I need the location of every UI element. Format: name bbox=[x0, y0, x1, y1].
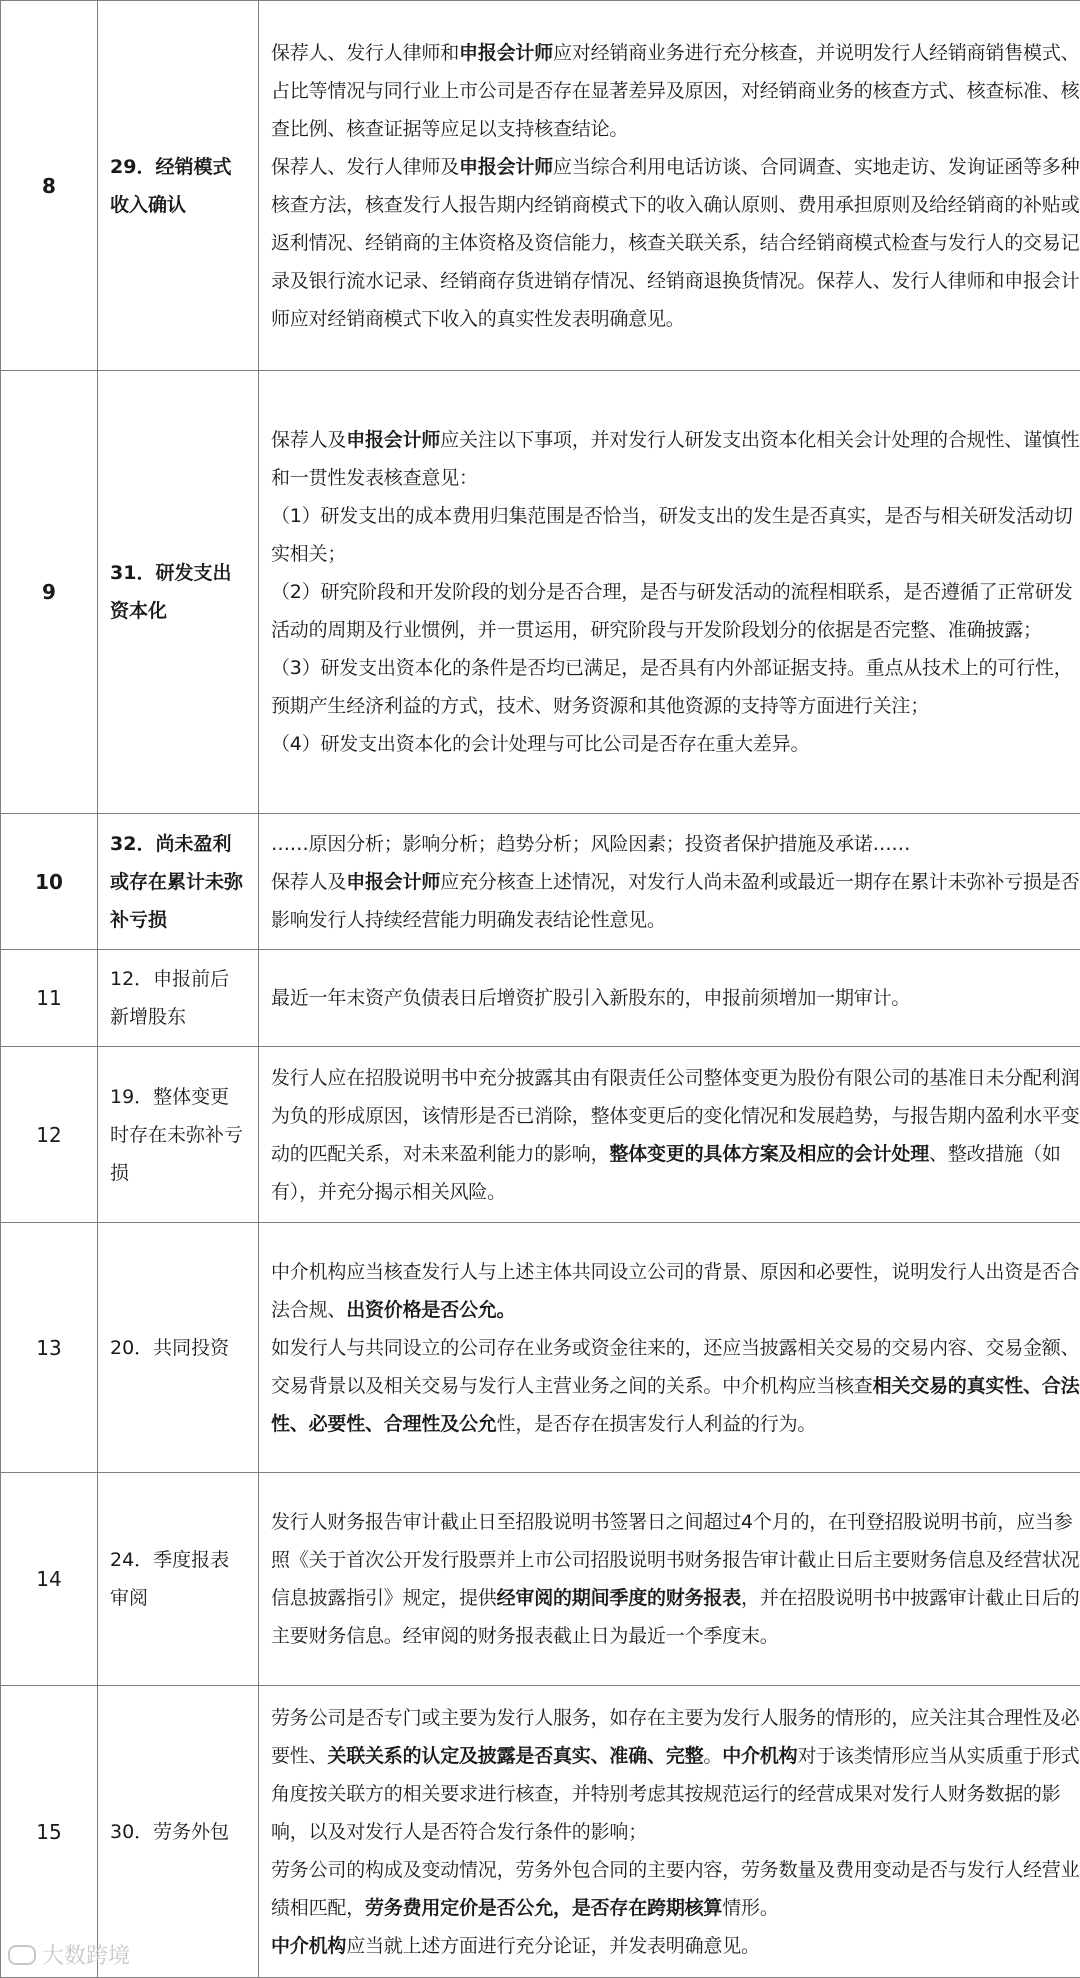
row-number: 11 bbox=[1, 950, 98, 1047]
item-title: 24．季度报表审阅 bbox=[98, 1473, 259, 1686]
table-row bbox=[1, 1686, 1080, 1978]
table-row bbox=[1, 1473, 1080, 1686]
body-text: 应关注以下事项，并对发行人研发支出资本化相关会计处理的合规性、谨慎性和一贯性发表核查意见： bbox=[271, 429, 1080, 489]
content-paragraph bbox=[271, 1851, 1080, 1927]
item-content bbox=[259, 814, 1080, 950]
item-title: 12．申报前后新增股东 bbox=[98, 950, 259, 1047]
emphasis-text: 经审阅的期间季度的财务报表 bbox=[496, 1587, 742, 1609]
item-content bbox=[259, 1223, 1080, 1473]
body-text: 保荐人、发行人律师和 bbox=[271, 41, 460, 64]
watermark-text: 大数跨境 bbox=[42, 1944, 131, 1969]
body-text: （1）研发支出的成本费用归集范围是否恰当，研发支出的发生是否真实，是否与相关研发活动切实相关； bbox=[271, 505, 1073, 565]
item-title: 32．尚未盈利或存在累计未弥补亏损 bbox=[98, 814, 259, 950]
table-row bbox=[1, 814, 1080, 950]
row-number: 13 bbox=[1, 1223, 98, 1473]
content-paragraph bbox=[271, 1253, 1080, 1329]
item-content bbox=[259, 1686, 1080, 1978]
row-number: 9 bbox=[1, 371, 98, 814]
body-text: 。 bbox=[703, 1744, 723, 1767]
item-title: 29．经销模式收入确认 bbox=[98, 1, 259, 371]
table-row bbox=[1, 371, 1080, 814]
body-text: ……原因分析；影响分析；趋势分析；风险因素；投资者保护措施及承诺…… bbox=[271, 832, 911, 855]
table-row bbox=[1, 950, 1080, 1047]
row-number: 10 bbox=[1, 814, 98, 950]
table-row bbox=[1, 1047, 1080, 1223]
emphasis-text: 申报会计师 bbox=[459, 155, 554, 178]
content-paragraph bbox=[271, 1329, 1080, 1443]
content-paragraph bbox=[271, 863, 1080, 939]
content-paragraph bbox=[271, 148, 1080, 338]
row-number: 14 bbox=[1, 1473, 98, 1686]
content-paragraph bbox=[271, 1699, 1080, 1851]
content-paragraph bbox=[271, 1927, 1080, 1965]
content-paragraph bbox=[271, 1059, 1080, 1211]
content-paragraph bbox=[271, 649, 1080, 725]
body-text: 应对经销商业务进行充分核查，并说明发行人经销商销售模式、占比等情况与同行业上市公司是否存在显著差异及原因，对经销商业务的核查方式、核查标准、核查比例、核查证据等应足以支持核查结论。 bbox=[271, 41, 1080, 140]
body-text: 中介机构应当核查发行人与上述主体共同设立公司的背景、原因和必要性，说明发行人出资是否合法合规、 bbox=[271, 1260, 1080, 1321]
item-content bbox=[259, 1473, 1080, 1686]
emphasis-text: 中介机构 bbox=[271, 1934, 347, 1957]
item-content bbox=[259, 371, 1080, 814]
item-content bbox=[259, 1, 1080, 371]
body-text: 应充分核查上述情况，对发行人尚未盈利或最近一期存在累计未弥补亏损是否影响发行人持续经营能力明确发表结论性意见。 bbox=[271, 870, 1080, 931]
body-text: 发行人财务报告审计截止日至招股说明书签署日之间超过4个月的，在刊登招股说明书前，应当参照《关于首次公开发行股票并上市公司招股说明书财务报告审计截止日后主要财务信息及经营状况信息披露指引》规定，提供 bbox=[271, 1511, 1080, 1609]
content-paragraph bbox=[271, 1503, 1080, 1655]
content-paragraph bbox=[271, 497, 1080, 573]
content-paragraph bbox=[271, 573, 1080, 649]
content-paragraph bbox=[271, 725, 1080, 763]
body-text: ，并在招股说明书中披露审计截止日后的主要财务信息。经审阅的财务报表截止日为最近一个季度末。 bbox=[271, 1587, 1080, 1647]
body-text: 、整改措施（如有），并充分揭示相关风险。 bbox=[271, 1142, 1061, 1203]
body-text: 如发行人与共同设立的公司存在业务或资金往来的，还应当披露相关交易的交易内容、交易金额、交易背景以及相关交易与发行人主营业务之间的关系。中介机构应当核查 bbox=[271, 1336, 1080, 1397]
body-text: 情形。 bbox=[722, 1896, 779, 1919]
body-text: 劳务公司的构成及变动情况，劳务外包合同的主要内容，劳务数量及费用变动是否与发行人经营业绩相匹配， bbox=[271, 1858, 1080, 1919]
emphasis-text: 相关交易的真实性、合法性、必要性、合理性及公允 bbox=[271, 1374, 1080, 1435]
emphasis-text: 整体变更的具体方案及相应的会计处理 bbox=[609, 1142, 930, 1165]
emphasis-text: 出资价格是否公允。 bbox=[346, 1298, 516, 1321]
emphasis-text: 申报会计师 bbox=[346, 870, 441, 893]
item-content bbox=[259, 950, 1080, 1047]
item-title: 19．整体变更时存在未弥补亏损 bbox=[98, 1047, 259, 1223]
body-text: 性，是否存在损害发行人利益的行为。 bbox=[496, 1412, 817, 1435]
body-text: 保荐人及 bbox=[271, 429, 347, 451]
item-content bbox=[259, 1047, 1080, 1223]
content-paragraph bbox=[271, 825, 1080, 863]
emphasis-text: 申报会计师 bbox=[459, 41, 554, 64]
content-paragraph bbox=[271, 979, 1080, 1017]
emphasis-text: 中介机构 bbox=[722, 1744, 798, 1767]
item-title: 20．共同投资 bbox=[98, 1223, 259, 1473]
body-text: 保荐人、发行人律师及 bbox=[271, 155, 460, 178]
table-row bbox=[1, 1, 1080, 371]
item-title: 31．研发支出资本化 bbox=[98, 371, 259, 814]
table-row bbox=[1, 1223, 1080, 1473]
body-text: 保荐人及 bbox=[271, 870, 347, 893]
body-text: （3）研发支出资本化的条件是否均已满足，是否具有内外部证据支持。重点从技术上的可行性，预期产生经济利益的方式，技术、财务资源和其他资源的支持等方面进行关注； bbox=[271, 657, 1073, 717]
item-title: 30．劳务外包 bbox=[98, 1686, 259, 1978]
body-text: 应当就上述方面进行充分论证，并发表明确意见。 bbox=[346, 1934, 760, 1957]
row-number: 15 bbox=[1, 1686, 98, 1978]
body-text: 对于该类情形应当从实质重于形式角度按关联方的相关要求进行核查，并特别考虑其按规范运行的经营成果对发行人财务数据的影响，以及对发行人是否符合发行条件的影响； bbox=[271, 1744, 1080, 1843]
logo-icon bbox=[8, 1945, 36, 1965]
emphasis-text: 劳务费用定价是否公允，是否存在跨期核算 bbox=[365, 1896, 723, 1919]
emphasis-text: 关联关系的认定及披露是否真实、准确、完整 bbox=[327, 1744, 704, 1767]
body-text: 应当综合利用电话访谈、合同调查、实地走访、发询证函等多种核查方法，核查发行人报告期内经销商模式下的收入确认原则、费用承担原则及给经销商的补贴或返利情况、经销商的主体资格及资信能力，核查关联关系，结合经销商模式检查与发行人的交易记录及银行流水记录、经销商存货进销存情况、经销商退换货情况。保荐人、发行人律师和申报会计师应对经销商模式下收入的真实性发表明确意见。 bbox=[271, 155, 1080, 330]
row-number: 8 bbox=[1, 1, 98, 371]
body-text: 发行人应在招股说明书中充分披露其由有限责任公司整体变更为股份有限公司的基准日未分配利润为负的形成原因，该情形是否已消除，整体变更后的变化情况和发展趋势，与报告期内盈利水平变动的匹配关系，对未来盈利能力的影响， bbox=[271, 1066, 1080, 1165]
content-paragraph bbox=[271, 421, 1080, 497]
body-text: （4）研发支出资本化的会计处理与可比公司是否存在重大差异。 bbox=[271, 733, 810, 755]
body-text: （2）研究阶段和开发阶段的划分是否合理，是否与研发活动的流程相联系，是否遵循了正常研发活动的周期及行业惯例，并一贯运用，研究阶段与开发阶段划分的依据是否完整、准确披露； bbox=[271, 581, 1073, 641]
row-number: 12 bbox=[1, 1047, 98, 1223]
emphasis-text: 申报会计师 bbox=[346, 429, 441, 451]
body-text: 劳务公司是否专门或主要为发行人服务，如存在主要为发行人服务的情形的，应关注其合理性及必要性、 bbox=[271, 1706, 1080, 1767]
body-text: 最近一年末资产负债表日后增资扩股引入新股东的，申报前须增加一期审计。 bbox=[271, 987, 911, 1009]
watermark bbox=[8, 1939, 130, 1970]
content-paragraph bbox=[271, 34, 1080, 148]
